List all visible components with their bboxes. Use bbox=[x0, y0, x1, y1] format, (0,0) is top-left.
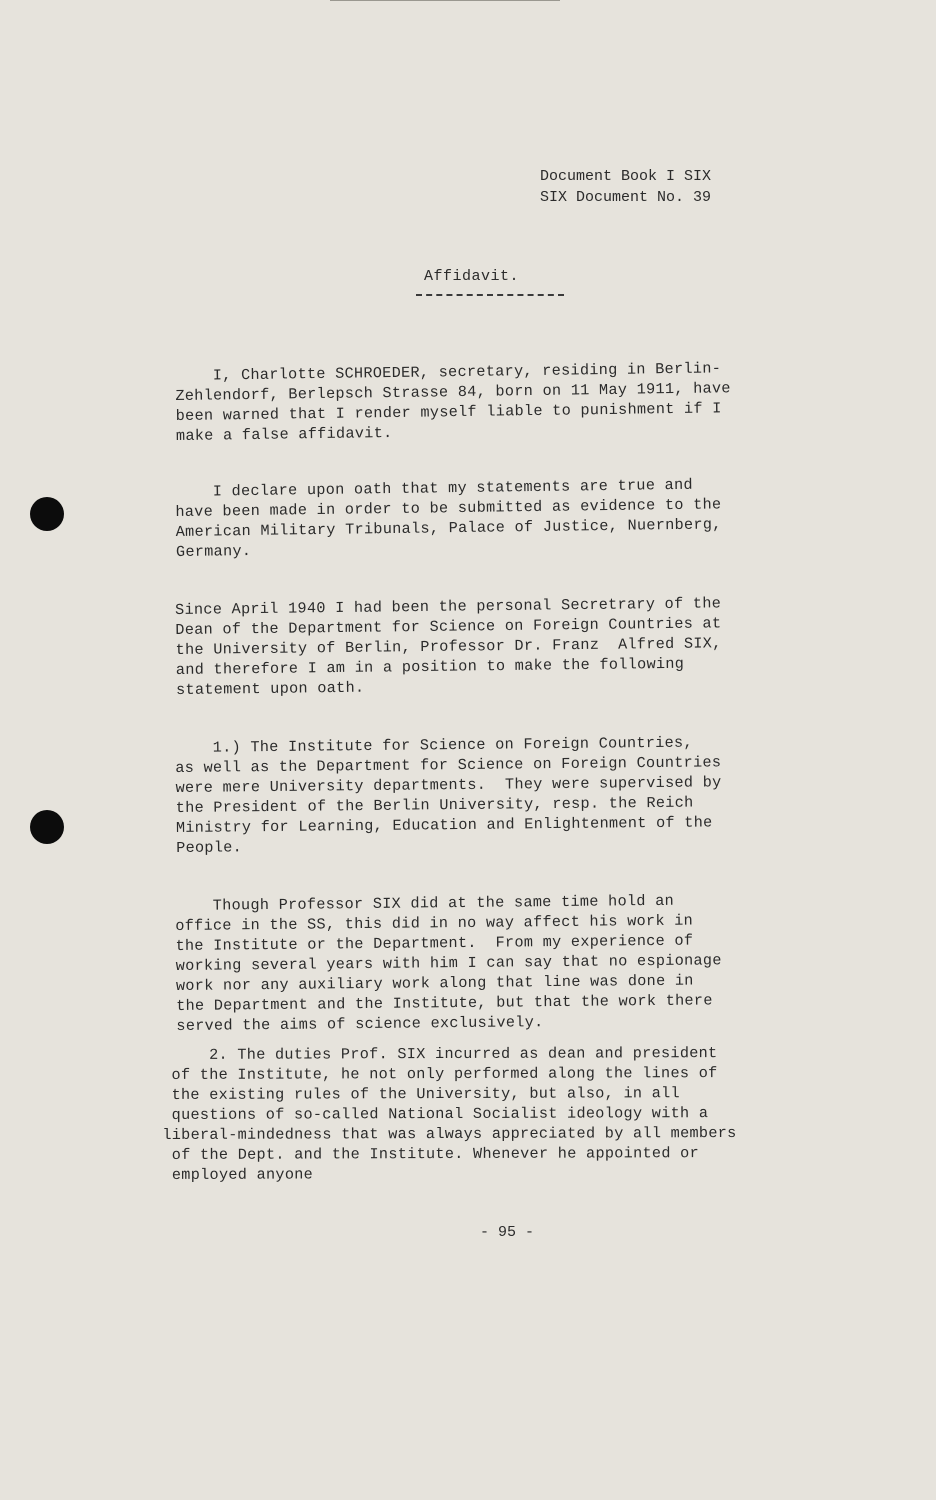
document-number-line: SIX Document No. 39 bbox=[540, 189, 712, 206]
punch-hole-bottom bbox=[30, 810, 64, 844]
page-edge-line bbox=[330, 0, 560, 1]
paragraph-ss-office: Though Professor SIX did at the same time hold an office in the SS, this did in no way affect his work in the Institute or the Department. From my experience of working several years with him I can say that no espionage work nor any auxiliary work along that line was done in the Department and the Institute, but that the work there served the aims of science exclusively. bbox=[175, 891, 722, 1035]
document-book-line: Document Book I SIX bbox=[540, 168, 712, 185]
title-underline bbox=[416, 294, 564, 296]
paragraph-oath: I declare upon oath that my statements are true and have been made in order to be submitted as evidence to the American Military Tribunals, Palace of Justice, Nuernberg, Germany. bbox=[175, 475, 722, 561]
page-number: - 95 - bbox=[480, 1224, 535, 1241]
paragraph-position: Since April 1940 I had been the personal Secretrary of the Dean of the Department for Science on Foreign Countries at the University of Berlin, Professor Dr. Franz Alfred SIX, and therefore I am in a position to make the following statement upon oath. bbox=[175, 594, 722, 699]
paragraph-declarant: I, Charlotte SCHROEDER, secretary, residing in Berlin- Zehlendorf, Berlepsch Strasse 84, born on 11 May 1911, have been warned that I render myself liable to punishment if I make a false affidavit. bbox=[175, 359, 731, 445]
paragraph-point-2: 2. The duties Prof. SIX incurred as dean and president of the Institute, he not only performed along the lines of the existing rules of the University, but also, in all questions of so-called National Socialist ideology with a liberal-mindedness that was always appreciated by all members of the Dept. and the Institute. Whenever he appointed or employed anyone bbox=[162, 1044, 737, 1184]
document-reference bbox=[540, 166, 711, 208]
document-title: Affidavit. bbox=[424, 268, 520, 285]
paragraph-point-1: 1.) The Institute for Science on Foreign Countries, as well as the Department for Science on Foreign Countries were mere University departments. They were supervised by the President of the Berlin University, resp. the Reich Ministry for Learning, Education and Enlightenment of the People. bbox=[175, 733, 722, 857]
punch-hole-top bbox=[30, 497, 64, 531]
